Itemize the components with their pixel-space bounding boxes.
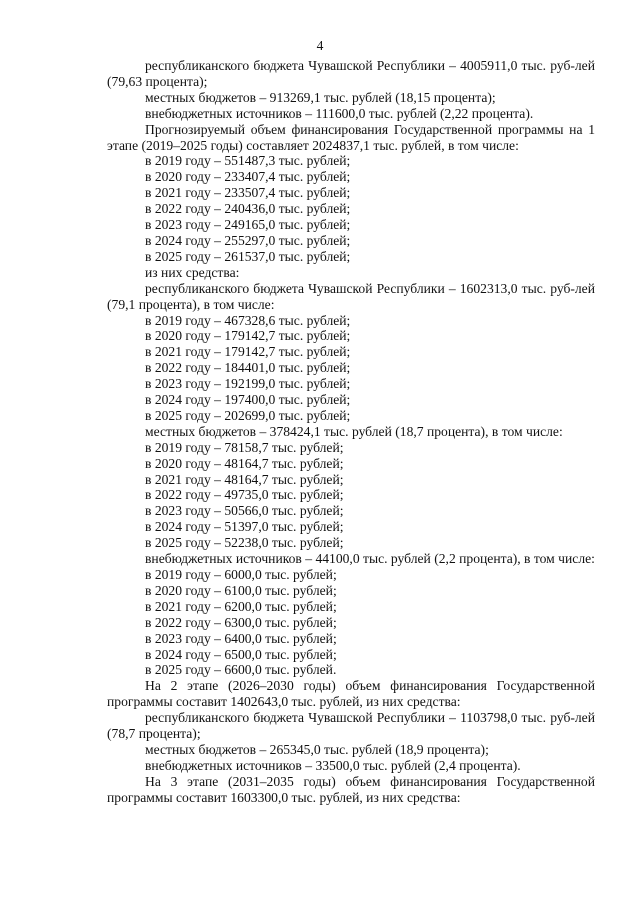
- paragraph: Прогнозируемый объем финансирования Государственной программы на 1 этапе (2019–2025 годы) составляет 2024837,1 тыс. рублей, в том числе:: [107, 121, 595, 153]
- list-item: в 2022 году – 184401,0 тыс. рублей;: [145, 360, 351, 376]
- paragraph: внебюджетных источников – 44100,0 тыс. рублей (2,2 процента), в том числе:: [145, 551, 595, 567]
- list-item: в 2025 году – 261537,0 тыс. рублей;: [145, 248, 351, 264]
- list-item: в 2024 году – 197400,0 тыс. рублей;: [145, 392, 351, 408]
- list-item: в 2019 году – 6000,0 тыс. рублей;: [145, 567, 337, 582]
- list-item: в 2023 году – 6400,0 тыс. рублей;: [145, 630, 337, 646]
- list-item: в 2025 году – 202699,0 тыс. рублей;: [145, 407, 351, 423]
- paragraph: внебюджетных источников – 111600,0 тыс. рублей (2,22 процента).: [145, 105, 534, 121]
- list-item: в 2019 году – 551487,3 тыс. рублей;: [145, 153, 351, 169]
- document-body: [107, 58, 595, 806]
- list-item: в 2024 году – 51397,0 тыс. рублей;: [145, 519, 344, 535]
- paragraph: республиканского бюджета Чувашской Республики – 1103798,0 тыс. руб-лей (78,7 процента);: [107, 710, 595, 742]
- list-item: в 2021 году – 48164,7 тыс. рублей;: [145, 471, 344, 487]
- paragraph: местных бюджетов – 913269,1 тыс. рублей (18,15 процента);: [145, 89, 496, 105]
- paragraph: На 2 этапе (2026–2030 годы) объем финансирования Государственной программы составит 1402643,0 тыс. рублей, из них средства:: [107, 678, 595, 710]
- paragraph: внебюджетных источников – 33500,0 тыс. рублей (2,4 процента).: [145, 757, 521, 773]
- list-item: в 2025 году – 52238,0 тыс. рублей;: [145, 535, 344, 551]
- list-item: в 2020 году – 6100,0 тыс. рублей;: [145, 582, 337, 598]
- list-item: в 2024 году – 6500,0 тыс. рублей;: [145, 646, 337, 662]
- list-item: в 2022 году – 240436,0 тыс. рублей;: [145, 201, 351, 217]
- list-item: в 2021 году – 179142,7 тыс. рублей;: [145, 344, 351, 360]
- list-item: в 2019 году – 467328,6 тыс. рублей;: [145, 312, 351, 328]
- list-item: в 2022 году – 49735,0 тыс. рублей;: [145, 487, 344, 503]
- list-item: в 2023 году – 192199,0 тыс. рублей;: [145, 376, 351, 392]
- paragraph: республиканского бюджета Чувашской Республики – 1602313,0 тыс. руб-лей (79,1 процента), в том числе:: [107, 280, 595, 312]
- list-item: в 2024 году – 255297,0 тыс. рублей;: [145, 232, 351, 248]
- list-item: в 2025 году – 6600,0 тыс. рублей.: [145, 662, 337, 678]
- list-item: в 2023 году – 50566,0 тыс. рублей;: [145, 503, 344, 519]
- list-item: в 2023 году – 249165,0 тыс. рублей;: [145, 217, 351, 233]
- page-number: 4: [316, 38, 324, 53]
- paragraph: из них средства:: [145, 264, 240, 280]
- list-item: в 2020 году – 48164,7 тыс. рублей;: [145, 455, 344, 471]
- paragraph: На 3 этапе (2031–2035 годы) объем финансирования Государственной программы составит 1603300,0 тыс. рублей, из них средства:: [107, 773, 595, 805]
- list-item: в 2021 году – 233507,4 тыс. рублей;: [145, 185, 351, 201]
- list-item: в 2022 году – 6300,0 тыс. рублей;: [145, 614, 337, 630]
- list-item: в 2019 году – 78158,7 тыс. рублей;: [145, 439, 344, 455]
- paragraph: местных бюджетов – 265345,0 тыс. рублей (18,9 процента);: [145, 741, 489, 757]
- list-item: в 2020 году – 179142,7 тыс. рублей;: [145, 328, 351, 344]
- list-item: в 2021 году – 6200,0 тыс. рублей;: [145, 598, 337, 614]
- list-item: в 2020 году – 233407,4 тыс. рублей;: [145, 169, 351, 185]
- paragraph: республиканского бюджета Чувашской Республики – 4005911,0 тыс. руб-лей (79,63 процента);: [107, 58, 595, 89]
- paragraph: местных бюджетов – 378424,1 тыс. рублей (18,7 процента), в том числе:: [145, 423, 563, 439]
